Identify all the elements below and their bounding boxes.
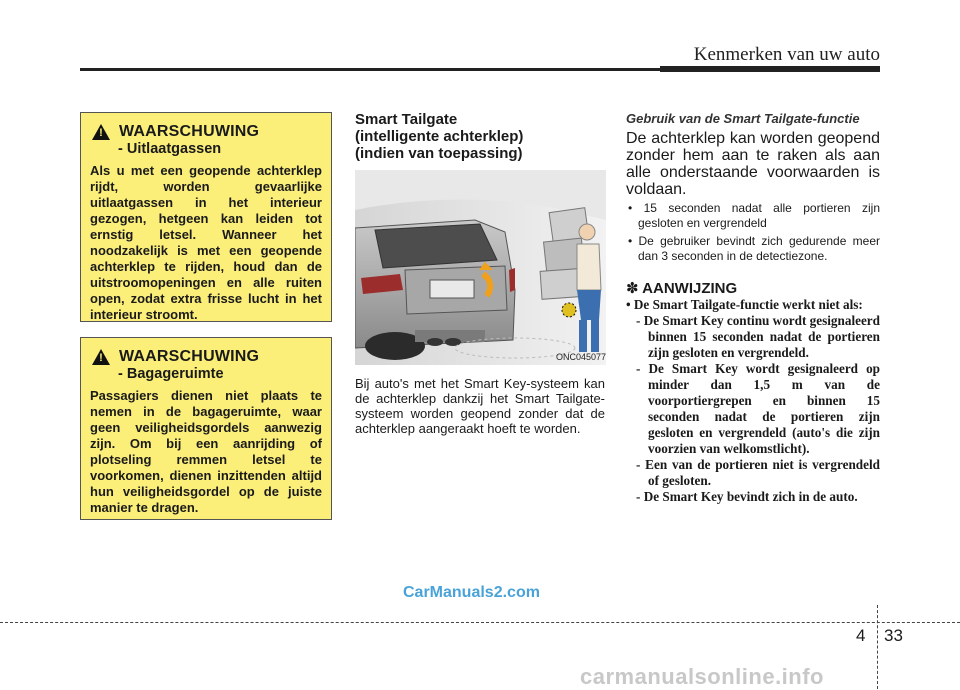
warning-box-exhaust [80,112,332,322]
running-header: Kenmerken van uw auto [693,44,880,65]
note-item: - De Smart Key continu wordt gesignaleerd binnen 15 seconden nadat de portieren zijn gesloten en vergrendeld. [636,313,880,360]
usage-subtitle: Gebruik van de Smart Tailgate-functie [626,111,860,126]
section-heading [355,111,605,162]
header-rule-accent [660,66,880,72]
image-caption: ONC045077 [555,352,606,362]
watermark-text: carmanualsonline.info [580,664,824,689]
note-item: - De Smart Key wordt gesignaleerd op minder dan 1,5 m van de voorportiergrepen en binnen 15 seconden nadat de portieren zijn gesloten en vergrendeld (auto's die zijn voorzien van welkomstlicht). [636,361,880,456]
note-title: ✽ AANWIJZING [626,280,738,297]
note-main-bullet: • De Smart Tailgate-functie werkt niet als: [626,297,863,312]
tailgate-drawing [355,170,606,365]
warning-subtitle: - Bagageruimte [118,366,224,382]
usage-section [626,111,880,505]
footer-divider [877,605,878,689]
smart-tailgate-illustration [355,170,606,365]
note-item: - De Smart Key bevindt zich in de auto. [636,489,858,504]
section-title-line: (indien van toepassing) [355,145,523,162]
warning-triangle-icon: ! [92,349,110,365]
warning-triangle-icon: ! [92,124,110,140]
watermark-link[interactable]: CarManuals2.com [403,584,540,601]
warning-subtitle: - Uitlaatgassen [118,141,222,157]
section-body: Bij auto's met het Smart Key-systeem kan de achterklep dankzij het Smart Tailgate-systeem worden geopend zonder dat de achterklep aangeraakt hoeft te worden. [355,376,605,436]
warning-title: WAARSCHUWING [119,348,260,365]
warning-box-luggage [80,337,332,520]
page-number: 33 [884,626,903,645]
usage-intro: De achterklep kan worden geopend zonder hem aan te raken als aan alle onderstaande voorwaarden is voldaan. [626,130,880,198]
warning-body: Passagiers dienen niet plaats te nemen in de bagageruimte, waar geen veiligheidsgordels aanwezig zijn. Om bij een aanrijding of plotseling remmen letsel te voorkomen, dienen inzittenden altijd hun veiligheidsgordel op de juiste manier te dragen. [90,388,322,515]
warning-title: WAARSCHUWING [119,123,260,140]
chapter-number: 4 [856,626,866,645]
footer-rule [0,622,960,623]
section-title-line: (intelligente achterklep) [355,128,524,145]
note-item: - Een van de portieren niet is vergrendeld of gesloten. [636,457,880,488]
section-title-line: Smart Tailgate [355,111,458,128]
usage-bullet: • De gebruiker bevindt zich gedurende meer dan 3 seconden in de detectiezone. [628,234,880,263]
warning-body: Als u met een geopende achterklep rijdt, worden gevaarlijke uitlaatgassen in het interieur gezogen, hetgeen kan leiden tot ernstig letsel. Wanneer het noodzakelijk is met een geopende achterklep te rijden, houd dan de uitstroomopeningen en alle ruiten open, zodat extra frisse lucht in het interieur stroomt. [90,163,322,322]
usage-bullet: • 15 seconden nadat alle portieren zijn gesloten en vergrendeld [628,201,880,230]
